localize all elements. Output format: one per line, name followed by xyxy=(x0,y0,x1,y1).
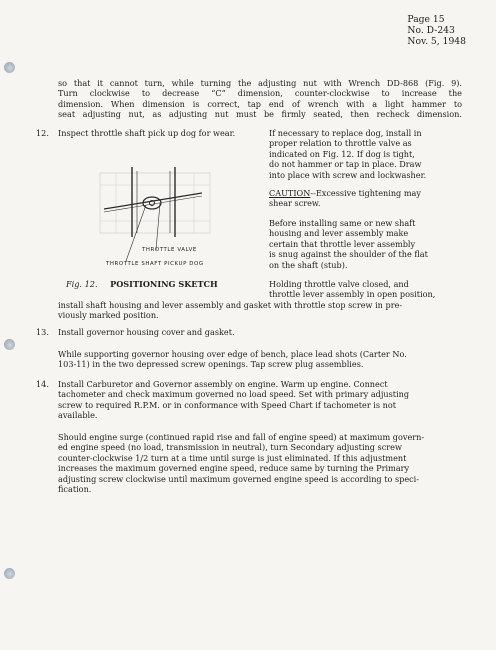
text-line: dimension. When dimension is correct, tap end of wrench with a light hammer to xyxy=(58,98,462,109)
caution-note xyxy=(269,188,421,209)
text-line: on the shaft (stub). xyxy=(269,259,348,270)
positioning-sketch-drawing xyxy=(86,145,246,275)
text-line: available. xyxy=(58,410,98,421)
figure-12 xyxy=(86,145,246,275)
caution-label: CAUTION xyxy=(269,188,311,198)
page-header xyxy=(407,14,466,48)
step-number-14: 14. xyxy=(36,379,49,389)
figure-caption xyxy=(66,279,218,289)
step-number-13: 13. xyxy=(36,327,49,337)
text-line: Should engine surge (continued rapid rise and fall of engine speed) at maximum govern- xyxy=(58,432,425,442)
text-line: install shaft housing and lever assembly and gasket with throttle stop screw in pre- xyxy=(58,300,403,310)
figure-number: Fig. 12. xyxy=(66,279,98,289)
holding-paragraph xyxy=(269,279,435,300)
text-line: do not hammer or tap in place. Draw xyxy=(269,159,422,170)
caution-text-line2: shear screw. xyxy=(269,198,321,209)
throttle-valve-label: THROTTLE VALVE xyxy=(142,247,197,253)
binder-hole-middle xyxy=(4,339,15,350)
surge-paragraph xyxy=(58,432,424,494)
pickup-dog-label: THROTTLE SHAFT PICKUP DOG xyxy=(106,261,204,267)
binder-hole-bottom xyxy=(4,568,15,579)
step-14-paragraph xyxy=(58,379,409,421)
text-line: counter-clockwise 1/2 turn at a time until surge is just eliminated. If this adjustment xyxy=(58,452,407,463)
text-line: ed engine speed (no load, transmission in neutral), turn Secondary adjusting screw xyxy=(58,442,402,453)
text-line: increases the maximum governed engine speed, reduce same by turning the Primary xyxy=(58,463,410,474)
figure-title: POSITIONING SKETCH xyxy=(110,279,218,289)
text-line: indicated on Fig. 12. If dog is tight, xyxy=(269,148,415,159)
text-line: so that it cannot turn, while turning the adjusting nut with Wrench DD-868 (Fig. 9). xyxy=(58,78,462,88)
step-13-paragraph xyxy=(58,349,407,370)
page-number: Page 15 xyxy=(407,14,445,25)
text-line: 103-11) in the two depressed screw openings. Tap screw plug assemblies. xyxy=(58,359,364,370)
text-line: While supporting governor housing over edge of bench, place lead shots (Carter No. xyxy=(58,349,407,359)
text-line: If necessary to replace dog, install in xyxy=(269,128,422,138)
step-13-lead: Install governor housing cover and gasket. xyxy=(58,327,235,337)
document-date: Nov. 5, 1948 xyxy=(407,36,466,48)
text-line: throttle lever assembly in open position, xyxy=(269,289,436,300)
before-installing-paragraph xyxy=(269,218,428,270)
text-line: Holding throttle valve closed, and xyxy=(269,279,409,289)
text-line: into place with screw and lockwasher. xyxy=(269,169,427,180)
text-line: tachometer and check maximum governed no load speed. Set with primary adjusting xyxy=(58,389,410,400)
step-number-12: 12. xyxy=(36,128,49,138)
text-line: proper relation to throttle valve as xyxy=(269,138,412,149)
text-line: Install Carburetor and Governor assembly on engine. Warm up engine. Connect xyxy=(58,379,388,389)
binder-hole-top xyxy=(4,62,15,73)
step-12-lead: Inspect throttle shaft pick up dog for wear. xyxy=(58,128,236,138)
text-line: certain that throttle lever assembly xyxy=(269,238,416,249)
text-line: screw to required R.P.M. or in conformance with Speed Chart if tachometer is not xyxy=(58,399,397,410)
caution-text: --Excessive tightening may xyxy=(310,188,421,198)
text-line: housing and lever assembly make xyxy=(269,228,409,239)
text-line: fication. xyxy=(58,484,92,495)
text-line: seat adjusting nut, as adjusting nut must be firmly seated, then recheck dimension. xyxy=(58,109,462,120)
text-line: is snug against the shoulder of the flat xyxy=(269,249,428,260)
step-12-right-column xyxy=(269,128,459,180)
document-number: No. D-243 xyxy=(407,25,455,37)
text-line: adjusting screw clockwise until maximum governed engine speed is according to speci- xyxy=(58,473,420,484)
install-shaft-paragraph xyxy=(58,300,402,321)
text-line: Before installing same or new shaft xyxy=(269,218,416,228)
text-line: Turn clockwise to decrease “C” dimension, counter-clockwise to increase the xyxy=(58,88,462,99)
intro-paragraph xyxy=(58,78,462,120)
text-line: viously marked position. xyxy=(58,310,159,321)
